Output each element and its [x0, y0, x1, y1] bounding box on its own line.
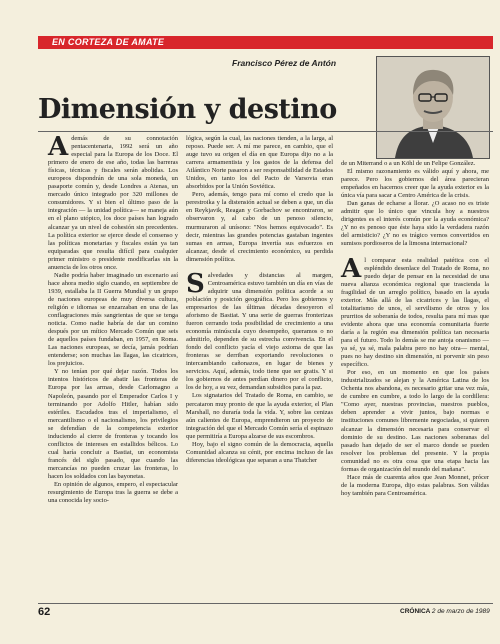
publication-date: 2 de marzo de 1989 [431, 608, 490, 615]
publication-footer [400, 608, 490, 615]
paragraph-text: demás de su connotación pentacentenaria, 1992 será un año especial para la Europa de los Doce. El primero de enero de ese año, todas las barreras físicas, técnicas y fiscales serán abolidas. Los europeos dispondrán de una sola moneda, un pasaporte común y, desde Londres a Atenas, un mercado único integrado por 320 millones de consumidores. Y si bien el último paso de la integración — la unidad política— se maneja aún en el plano utópico, los doce países han logrado alcanzar ya un nivel de cohesión sin precedentes. La política exterior se ejerce desde el consenso y las políticas monetarias y fiscales están ya tan equiparadas que resulta difícil para cualquier primer ministro o presidente modificarlas sin la anuencia de los otros once. [48, 135, 178, 271]
section-label: EN CORTEZA DE AMATE [52, 37, 165, 47]
paragraph: En opinión de algunos, empero, el espectacular resurgimiento de Europa tras la guerra se debe a una conocida ley socio- [48, 481, 178, 505]
article-column-1 [48, 132, 178, 505]
drop-cap: A [341, 253, 362, 284]
title-divider [38, 131, 493, 132]
paragraph: Pero, además, tengo para mí como el credo que la perestroika y la distensión actual se deben a que, un día en Reykjavik, Reagan y Gorbachov se encontraron, se observaron y, al cabo de un penoso silencio, murmuraron al unísono: "Nos hemos equivocado". Es decir, mientras las grandes potencias gastaban ingentes sumas en armas, Europa invertía sus esfuerzos en alcanzar, desde el crecimiento económico, su perdida dimensión política. [186, 191, 333, 263]
paragraph: de un Miterrand o a un Köhl de un Felipe González. [341, 160, 476, 167]
footer-divider [38, 603, 493, 604]
drop-cap: S [186, 268, 205, 299]
article-column-2 [186, 135, 333, 465]
paragraph: Los signatarios del Tratado de Roma, en cambio, se percataron muy pronto de que la ayuda exterior, el Plan Marshall, no duraría toda la vida. Y, sobre las cenizas aún calientes de Europa, emprendieron un proyecto de integración del que el Mercado Común sería el espinazo que permitiría a Europa alzarse de sus escombros. [186, 392, 333, 440]
drop-cap: A [48, 132, 69, 162]
publication-name: CRÓNICA [400, 608, 431, 615]
paragraph-text: alvedades y distancias al margen, Centroamérica estuvo también un día en vías de adquirir una dimensión política acorde a su población y posición geográfica. Pero los gobiernos y empresarios de las últimas décadas desoyeron el aforismo de Bastiat. Y una serie de guerras fronterizas fueron cerrando toda posibilidad de crecimiento a una economía minúscula cuyo desempeño, queramos o no admitirlo, dependen de su estrecha convivencia. En el fondo del conflicto yacía el viejo axioma de que las fronteras se derriban exportando revoluciones o intercambiando cañonazos, en lugar de bienes y servicios. Aquí, además, todo tiene que ser gratis. Y si los gobiernos de antes perdían dinero por el conflicto, los de hoy, a su vez, demandan subsidios para la paz. [186, 271, 333, 392]
section-band [38, 36, 493, 49]
author-byline: Francisco Pérez de Antón [232, 58, 337, 68]
page-number: 62 [38, 606, 51, 618]
paragraph: Hoy, bajo el signo común de la democracia, aquella Comunidad alcanza su cénit, por encima incluso de las diferencias ideológicas que separan a una Thatcher [186, 440, 333, 464]
paragraph [341, 253, 489, 370]
paragraph-text: l comparar esta realidad patética con el espléndido desenlace del Tratado de Roma, no puedo dejar de pensar en la necesidad de una nueva alianza económica regional que trascienda la fragilidad de un arreglo político, basado en la ayuda exterior. Más allá de las cicatrices y las llagas, el totalitarismo de unos, el servilismo de otros y los prurritos de soberanía de todos, resulta para mí mas que evidente ahora que una economía comunitaria fuerte daría a la región esa dimensión política tan necesaria para el futuro. Todo lo demás se me antoja onanismo —ya sé, ya sé, mala palabra pero no hay otra— mental, pues no hay destino sin dimensión, ni porvenir sin peso específico. [341, 256, 489, 369]
paragraph: lógica, según la cual, las naciones tienden, a la larga, al reposo. Puede ser. A mí me parece, en cambio, que el auge tuvo su origen el día en que Europa dijo no a la carrera armamentista y los gastos de la defensa del Atlántico Norte pasaron a ser responsabilidad de Estados Unidos, en tanto los del Pacto de Varsovia eran absorbidos por la Unión Soviética. [186, 135, 333, 191]
article-title: Dimensión y destino [38, 94, 337, 125]
article-column-3 [341, 160, 489, 498]
paragraph: Y no tenían por qué dejar razón. Todos los intentos históricos de abatir las fronteras de Europa por las armas, desde Carlomagno a Napoleón, pasando por el Emperador Carlos I y terminando por Adolfo Hitler, habían sido estériles. Escudados tras el imperialismo, el mercantilismo o el nacionalismo, los privilegios se defendían de la competencia exterior induciendo al cierre de fronteras y tocando los conflictos de intereses en estallidos bélicos. Lo cual haría concluir a Bastiat, un economista francés del siglo pasado, que cuando las mercancías no pueden cruzar las fronteras, lo hacen los soldados con las bayonetas. [48, 368, 178, 480]
paragraph: Nadie podría haber imaginado un escenario así hace ahora medio siglo cuando, en septiembre de 1939, estallaba la II Guerra Mundial y un grupo de naciones europeas de muy diversa cultura, religión e idiomas se enzarzaban en una de las conflagraciones más sangrientas de que se tenga noticia. Como nadie habría de dar un comino después por un mítico Mercado Común que seis de aquellos países fundaban, en 1957, en Roma. Las naciones europeas, se decía, jamás podrían entenderse; son muchas las llagas, las cicatrices, los prejuicios. [48, 271, 178, 368]
paragraph: El mismo razonamiento es válido aquí y ahora, me parece. Pero los gobiernos del área parecieran empeñados en hacernos creer que la ayuda exterior es la única vía para sacar a Centro América de la crisis. [341, 168, 489, 200]
paragraph [48, 132, 178, 272]
paragraph [186, 268, 333, 393]
paragraph: Por eso, en un momento en que los países industrializados se alejan y la América Latina de los Ochenta nos abandona, es necesario gritar una vez más, de cumbre en cumbre, a todo lo largo de la cordillera: "Como ayer, nuestras provincias, nuestros pueblos, deben aprender a vivir juntos, bajo normas e instituciones comunes libremente negociadas, si quieren alcanzar la dimensión necesaria para conservar el dominio de su destino. Las naciones soberanas del pasado han dejado de ser el marco donde se pueden resolver los problemas del presente. Y la propia comunidad no es otra cosa que una etapa hacia las formas de organización del mundo del mañana". [341, 369, 489, 473]
paragraph: Hace más de cuarenta años que Jean Monnet, prócer de la moderna Europa, dijo estas palabras. Son válidas hoy también para Centroamérica. [341, 473, 489, 497]
paragraph: Dan ganas de echarse a llorar. ¿O acaso no es triste admitir que lo único que vincula hoy a nuestros dirigentes es el interés común por la ayuda económica? ¿Y no es penoso que éste haya sido la verdadera razón del armisticio? ¿Y no es trágico vernos convertidos en sumisos pordioseros de la limosna internacional? [341, 200, 489, 248]
author-photo [376, 56, 490, 159]
